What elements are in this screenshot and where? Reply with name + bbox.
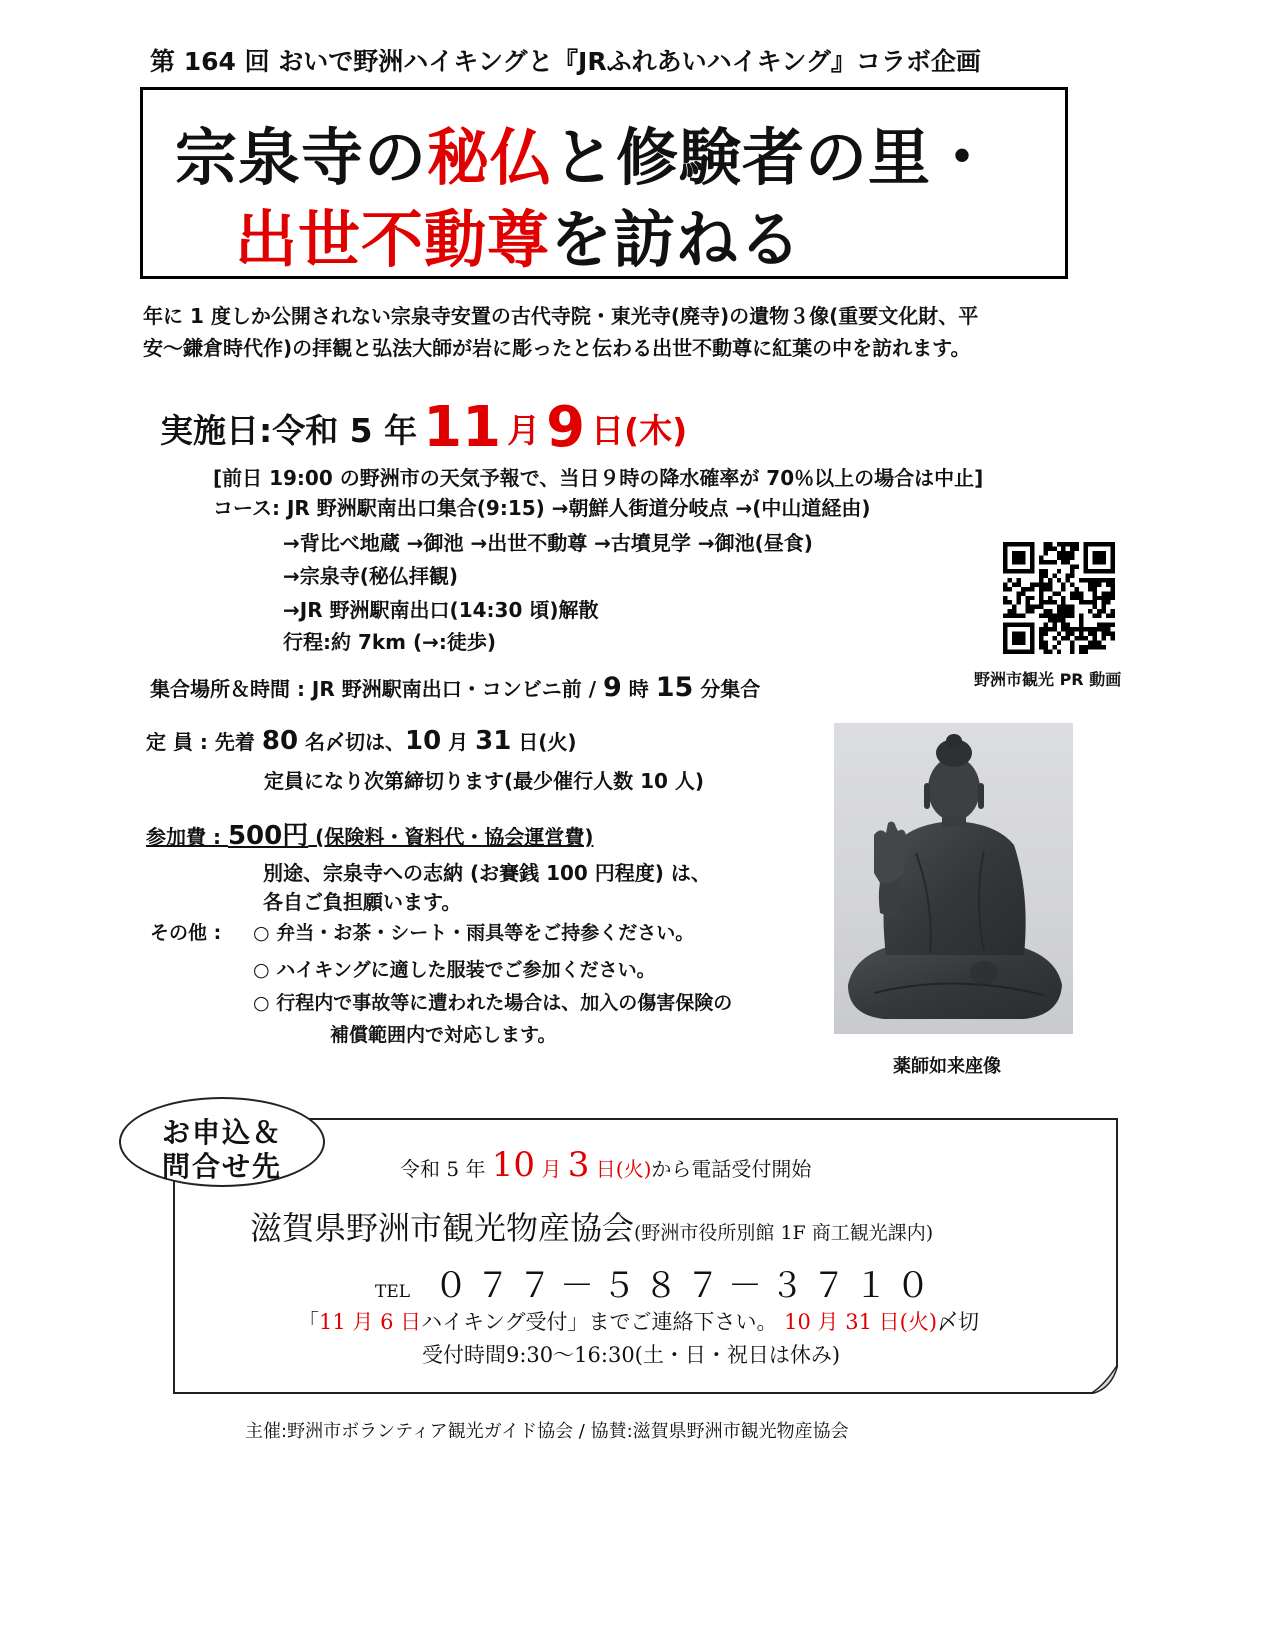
contact-note	[298, 1306, 979, 1336]
course-line: →背比べ地蔵 →御池 →出世不動尊 →古墳見学 →御池(昼食)	[283, 531, 813, 555]
start-month: 10	[491, 1145, 536, 1185]
meeting-minute: 15	[655, 672, 694, 703]
start-day-unit: 日(火)	[589, 1157, 652, 1181]
start-day: 3	[567, 1145, 590, 1185]
date-day: 9	[546, 395, 586, 460]
start-suffix: から電話受付開始	[651, 1157, 812, 1181]
title-highlight: 出世不動尊	[235, 203, 551, 276]
photo-caption: 薬師如来座像	[893, 1056, 1001, 1077]
org-location: (野洲市役所別館 1F 商工観光課内)	[634, 1222, 934, 1244]
phone-reception-start	[400, 1145, 811, 1185]
tel-label: TEL	[375, 1282, 411, 1302]
participation-fee	[146, 815, 593, 852]
buddha-statue-icon	[834, 723, 1073, 1034]
telephone	[375, 1258, 938, 1307]
capacity	[146, 726, 577, 756]
tel-number[interactable]: ０７７－５８７－３７１０	[434, 1266, 939, 1306]
organizer-footer: 主催:野洲市ボランティア観光ガイド協会 / 協賛:滋賀県野洲市観光物産協会	[245, 1421, 849, 1442]
start-month-unit: 月	[535, 1157, 568, 1181]
fee-price: 500円	[227, 821, 309, 851]
badge-text: 問合せ先	[161, 1150, 282, 1183]
other-item: ○ ハイキングに適した服装でご参加ください。	[253, 959, 656, 981]
course-distance: 行程:約 7km (→:徒歩)	[283, 630, 497, 654]
date-month: 11	[423, 395, 502, 460]
date-day-unit: 日(木)	[591, 411, 688, 450]
reception-hours: 受付時間9:30～16:30(土・日・祝日は休み)	[422, 1343, 841, 1367]
capacity-note: 定員になり次第締切ります(最少催行人数 10 人)	[264, 769, 705, 793]
date-month-unit: 月	[507, 411, 541, 450]
page-curl-icon	[1090, 1364, 1118, 1394]
title-box	[140, 87, 1068, 279]
other-item-continued: 補償範囲内で対応します。	[330, 1024, 557, 1046]
course-line: →JR 野洲駅南出口(14:30 頃)解散	[283, 598, 599, 622]
donation-note: 別途、宗泉寺への志納 (お賽銭 100 円程度) は、	[263, 861, 711, 885]
other-item: ○ 行程内で事故等に遭われた場合は、加入の傷害保険の	[253, 992, 733, 1014]
qr-code-icon[interactable]	[1003, 542, 1115, 654]
intro-text: 安～鎌倉時代作)の拝観と弘法大師が岩に彫ったと伝わる出世不動尊に紅葉の中を訪れます。	[143, 336, 971, 360]
fee-detail: (保険料・資料代・協会運営費)	[308, 825, 594, 849]
deadline-month: 10	[405, 726, 442, 756]
fee-label: 参加費 :	[146, 825, 228, 849]
capacity-count: 80	[261, 726, 299, 756]
badge-text: お申込＆	[161, 1116, 282, 1149]
title-line-2	[235, 190, 802, 279]
weather-cancel-note: [前日 19:00 の野洲市の天気予報で、当日９時の降水確率が 70％以上の場合は中止]	[213, 466, 984, 490]
meeting-minute-unit: 分集合	[693, 677, 761, 701]
title-text: 宗泉寺の	[175, 121, 428, 194]
org-name-text: 滋賀県野洲市観光物産協会	[250, 1209, 635, 1247]
meeting-hour: 9	[602, 672, 622, 703]
date-label: 実施日:令和 5 年	[160, 411, 418, 450]
event-series-header: 第 164 回 おいで野洲ハイキングと『JRふれあいハイキング』コラボ企画	[150, 47, 981, 76]
note-deadline: 10 月 31 日(火)	[784, 1310, 938, 1334]
other-label: その他 :	[150, 922, 222, 944]
intro-text: 年に 1 度しか公開されない宗泉寺安置の古代寺院・東光寺(廃寺)の遺物３像(重要文化財、平	[143, 304, 979, 328]
organization-name	[250, 1203, 933, 1249]
note-date: 11 月 6 日	[319, 1310, 422, 1334]
course-line: →宗泉寺(秘仏拝観)	[283, 564, 459, 588]
qr-caption: 野洲市観光 PR 動画	[974, 670, 1122, 689]
title-text: と修験者の里・	[553, 121, 995, 194]
buddha-statue-photo	[834, 723, 1073, 1034]
event-date	[160, 395, 687, 460]
contact-badge	[119, 1097, 325, 1187]
capacity-label: 定 員 : 先着	[146, 730, 262, 754]
deadline-month-unit: 月	[441, 730, 476, 754]
note-text: ハイキング受付」までご連絡下さい。	[421, 1310, 785, 1334]
start-prefix: 令和 5 年	[400, 1157, 492, 1181]
donation-note: 各自ご負担願います。	[263, 890, 462, 914]
deadline-day: 31	[475, 726, 512, 756]
title-text: を訪ねる	[550, 203, 803, 276]
title-highlight: 秘仏	[427, 121, 554, 194]
course-line: コース: JR 野洲駅南出口集合(9:15) →朝鮮人街道分岐点 →(中山道経由)	[213, 496, 871, 520]
meeting-hour-unit: 時	[621, 677, 656, 701]
meeting-place-time	[150, 672, 760, 703]
note-text: 〆切	[937, 1310, 980, 1334]
deadline-day-unit: 日(火)	[511, 730, 577, 754]
note-text: 「	[298, 1310, 319, 1334]
meeting-label: 集合場所＆時間 : JR 野洲駅南出口・コンビニ前 /	[150, 677, 603, 701]
title-line-1	[175, 108, 994, 197]
capacity-deadline-label: 名〆切は、	[298, 730, 406, 754]
other-item: ○ 弁当・お茶・シート・雨具等をご持参ください。	[253, 922, 695, 944]
